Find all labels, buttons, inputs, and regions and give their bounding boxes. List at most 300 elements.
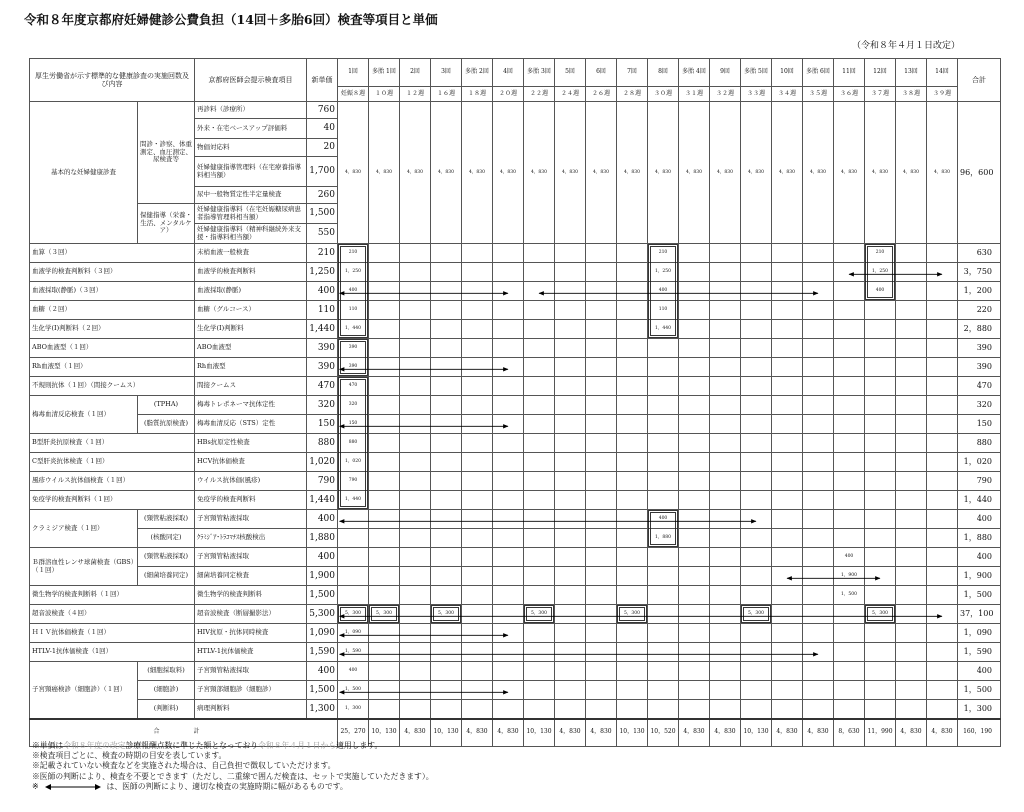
visit-amount xyxy=(710,643,741,662)
visit-amount xyxy=(772,453,803,472)
visit-amount xyxy=(896,415,927,434)
visit-amount xyxy=(431,396,462,415)
visit-amount xyxy=(493,453,524,472)
visit-amount xyxy=(927,434,958,453)
header-visit: 9回 xyxy=(710,59,741,87)
visit-amount xyxy=(400,529,431,548)
visit-amount xyxy=(555,263,586,282)
visit-amount xyxy=(586,529,617,548)
visit-amount xyxy=(710,263,741,282)
visit-amount: 790 xyxy=(338,472,369,491)
visit-amount xyxy=(865,396,896,415)
visit-amount xyxy=(462,681,493,700)
visit-amount xyxy=(803,510,834,529)
visit-amount xyxy=(555,548,586,567)
visit-amount xyxy=(400,301,431,320)
row-total: 390 xyxy=(958,339,1001,358)
kyoto-item: 血液採取(静脈) xyxy=(195,282,307,301)
visit-amount xyxy=(834,434,865,453)
visit-amount: 150 xyxy=(338,415,369,434)
std-subitem: (TPHA) xyxy=(138,396,195,415)
table-row xyxy=(30,339,1001,358)
visit-amount xyxy=(555,320,586,339)
visit-amount: 400 xyxy=(648,282,679,301)
visit-amount xyxy=(803,681,834,700)
visit-amount xyxy=(431,434,462,453)
visit-amount xyxy=(617,244,648,263)
table-row xyxy=(30,624,1001,643)
visit-amount xyxy=(865,548,896,567)
visit-amount xyxy=(803,586,834,605)
visit-amount xyxy=(462,548,493,567)
row-total: 3，750 xyxy=(958,263,1001,282)
visit-amount: 1，300 xyxy=(338,700,369,719)
visit-amount xyxy=(617,624,648,643)
visit-amount xyxy=(803,396,834,415)
visit-amount xyxy=(865,320,896,339)
header-week: ３７週 xyxy=(865,87,896,102)
visit-amount xyxy=(927,586,958,605)
visit-amount xyxy=(710,662,741,681)
visit-amount: 5，300 xyxy=(431,605,462,624)
visit-amount xyxy=(741,263,772,282)
kyoto-item: 梅毒血清反応（STS）定性 xyxy=(195,415,307,434)
visit-amount xyxy=(679,339,710,358)
visit-amount xyxy=(834,377,865,396)
visit-amount xyxy=(555,586,586,605)
kyoto-item: HTLV-1抗体価検査 xyxy=(195,643,307,662)
visit-amount xyxy=(679,434,710,453)
visit-amount xyxy=(555,415,586,434)
visit-amount xyxy=(834,396,865,415)
visit-amount xyxy=(865,700,896,719)
visit-amount xyxy=(772,301,803,320)
visit-amount xyxy=(431,529,462,548)
visit-amount xyxy=(679,548,710,567)
visit-amount xyxy=(648,415,679,434)
visit-amount xyxy=(648,339,679,358)
visit-amount xyxy=(369,586,400,605)
kyoto-item: 超音波検査（断層撮影法） xyxy=(195,605,307,624)
basic-visit-amount: 4，830 xyxy=(648,102,679,244)
header-week: ３９週 xyxy=(927,87,958,102)
visit-amount xyxy=(710,453,741,472)
visit-amount xyxy=(369,472,400,491)
visit-amount: 5，300 xyxy=(369,605,400,624)
visit-amount xyxy=(927,263,958,282)
visit-amount xyxy=(524,529,555,548)
visit-amount xyxy=(927,643,958,662)
visit-amount xyxy=(865,472,896,491)
visit-amount xyxy=(865,491,896,510)
visit-amount: 5，300 xyxy=(741,605,772,624)
visit-amount xyxy=(896,491,927,510)
visit-amount xyxy=(586,662,617,681)
visit-amount xyxy=(896,320,927,339)
visit-amount xyxy=(369,529,400,548)
visit-amount xyxy=(369,320,400,339)
unit-price: 390 xyxy=(307,358,338,377)
visit-amount xyxy=(400,244,431,263)
visit-amount xyxy=(524,415,555,434)
header-visit: 多胎 6回 xyxy=(803,59,834,87)
visit-amount xyxy=(679,567,710,586)
visit-amount xyxy=(555,662,586,681)
visit-amount xyxy=(865,510,896,529)
visit-amount xyxy=(369,301,400,320)
row-total: 220 xyxy=(958,301,1001,320)
std-item: 子宮頸癌検診（細胞診）（１回） xyxy=(30,662,138,719)
visit-amount xyxy=(586,624,617,643)
basic-item-price: 550 xyxy=(307,224,338,244)
visit-amount xyxy=(617,548,648,567)
visit-amount xyxy=(865,586,896,605)
visit-amount xyxy=(896,662,927,681)
visit-amount xyxy=(741,320,772,339)
visit-amount xyxy=(555,643,586,662)
visit-amount xyxy=(524,567,555,586)
visit-amount xyxy=(927,624,958,643)
row-total: 320 xyxy=(958,396,1001,415)
sum-visit: 4，830 xyxy=(586,719,617,747)
table-row xyxy=(30,263,1001,282)
visit-amount xyxy=(586,377,617,396)
visit-amount xyxy=(617,529,648,548)
header-week: １０週 xyxy=(369,87,400,102)
basic-visit-amount: 4，830 xyxy=(462,102,493,244)
visit-amount xyxy=(803,339,834,358)
std-item: C型肝炎抗体検査（１回） xyxy=(30,453,195,472)
basic-visit-amount: 4，830 xyxy=(524,102,555,244)
unit-price: 1,300 xyxy=(307,700,338,719)
visit-amount xyxy=(462,301,493,320)
visit-amount xyxy=(555,624,586,643)
visit-amount xyxy=(741,301,772,320)
table-row xyxy=(30,282,1001,301)
visit-amount xyxy=(927,681,958,700)
std-item: 血算（３回） xyxy=(30,244,195,263)
table-row xyxy=(30,681,1001,700)
visit-amount xyxy=(617,510,648,529)
visit-amount xyxy=(462,415,493,434)
std-item: 血糖（２回） xyxy=(30,301,195,320)
row-total: 1，500 xyxy=(958,681,1001,700)
visit-amount xyxy=(462,643,493,662)
kyoto-item: 免疫学的検査判断料 xyxy=(195,491,307,510)
footnotes xyxy=(32,741,434,792)
sum-visit: 10，130 xyxy=(431,719,462,747)
visit-amount xyxy=(741,700,772,719)
table-row xyxy=(30,301,1001,320)
sum-visit: 4，830 xyxy=(710,719,741,747)
visit-amount xyxy=(493,491,524,510)
row-total: 1，590 xyxy=(958,643,1001,662)
basic-visit-amount: 4，830 xyxy=(772,102,803,244)
visit-amount xyxy=(648,567,679,586)
visit-amount xyxy=(834,510,865,529)
std-subitem: (細胞採取料) xyxy=(138,662,195,681)
visit-amount xyxy=(772,339,803,358)
visit-amount xyxy=(741,548,772,567)
basic-item-name: 尿中一般物質定性半定量検査 xyxy=(195,187,307,204)
visit-amount xyxy=(369,377,400,396)
visit-amount xyxy=(803,700,834,719)
visit-amount: 5，300 xyxy=(338,605,369,624)
visit-amount xyxy=(617,434,648,453)
visit-amount xyxy=(741,453,772,472)
visit-amount xyxy=(927,491,958,510)
visit-amount xyxy=(431,624,462,643)
visit-amount xyxy=(772,491,803,510)
visit-amount xyxy=(400,586,431,605)
visit-amount xyxy=(741,529,772,548)
visit-amount xyxy=(338,548,369,567)
visit-amount xyxy=(555,700,586,719)
visit-amount xyxy=(493,244,524,263)
visit-amount xyxy=(493,282,524,301)
table-row xyxy=(30,548,1001,567)
visit-amount xyxy=(400,282,431,301)
visit-amount xyxy=(679,415,710,434)
visit-amount xyxy=(772,358,803,377)
header-week: ３４週 xyxy=(772,87,803,102)
header-week: ３２週 xyxy=(710,87,741,102)
header-visit: 5回 xyxy=(555,59,586,87)
visit-amount xyxy=(710,700,741,719)
header-week: ３８週 xyxy=(896,87,927,102)
visit-amount xyxy=(896,548,927,567)
std-subitem: (頸管粘液採取) xyxy=(138,510,195,529)
visit-amount xyxy=(369,510,400,529)
visit-amount xyxy=(648,472,679,491)
visit-amount xyxy=(338,586,369,605)
visit-amount xyxy=(617,263,648,282)
visit-amount xyxy=(679,662,710,681)
header-visit: 1回 xyxy=(338,59,369,87)
header-week: ３６週 xyxy=(834,87,865,102)
std-subitem: (判断料) xyxy=(138,700,195,719)
visit-amount xyxy=(462,339,493,358)
visit-amount xyxy=(617,643,648,662)
visit-amount xyxy=(493,605,524,624)
kyoto-item: 生化学(Ⅰ)判断料 xyxy=(195,320,307,339)
visit-amount xyxy=(524,339,555,358)
visit-amount xyxy=(586,244,617,263)
visit-amount xyxy=(803,301,834,320)
visit-amount xyxy=(679,472,710,491)
visit-amount xyxy=(648,662,679,681)
note-5b: は、医師の判断により、適切な検査の実施時期に幅があるものです。 xyxy=(106,781,348,791)
visit-amount xyxy=(834,301,865,320)
visit-amount xyxy=(865,434,896,453)
table-row xyxy=(30,510,1001,529)
visit-amount xyxy=(462,472,493,491)
table-row xyxy=(30,662,1001,681)
visit-amount xyxy=(555,453,586,472)
visit-amount xyxy=(927,320,958,339)
visit-amount xyxy=(369,358,400,377)
visit-amount xyxy=(803,643,834,662)
visit-amount xyxy=(586,586,617,605)
unit-price: 1,440 xyxy=(307,491,338,510)
table-row xyxy=(30,472,1001,491)
visit-amount xyxy=(586,643,617,662)
visit-amount xyxy=(772,586,803,605)
sum-visit: 4，830 xyxy=(927,719,958,747)
std-item: B型肝炎抗原検査（１回） xyxy=(30,434,195,453)
visit-amount xyxy=(400,377,431,396)
visit-amount xyxy=(431,301,462,320)
visit-amount xyxy=(617,320,648,339)
row-total: 880 xyxy=(958,434,1001,453)
visit-amount xyxy=(803,377,834,396)
visit-amount xyxy=(772,605,803,624)
basic-item-name: 妊婦健康指導料（在宅妊娠糖尿病患者指導管理料相当額） xyxy=(195,204,307,224)
std-item: 梅毒血清反応検査（１回） xyxy=(30,396,138,434)
visit-amount xyxy=(865,453,896,472)
kyoto-item: 間接クームス xyxy=(195,377,307,396)
visit-amount xyxy=(865,643,896,662)
note-1c: 診療報酬点数に準じた額となっており xyxy=(125,741,259,750)
std-item: 免疫学的検査判断料（１回） xyxy=(30,491,195,510)
basic-item-name: 物価対応料 xyxy=(195,139,307,157)
visit-amount xyxy=(586,681,617,700)
sum-visit: 10，130 xyxy=(524,719,555,747)
visit-amount xyxy=(617,339,648,358)
row-total: 1，200 xyxy=(958,282,1001,301)
visit-amount xyxy=(524,358,555,377)
visit-amount xyxy=(648,453,679,472)
kyoto-item: HBs抗原定性検査 xyxy=(195,434,307,453)
visit-amount xyxy=(710,586,741,605)
note-1a: ※単価は xyxy=(32,741,64,750)
visit-amount xyxy=(400,320,431,339)
std-item: クラミジア検査（１回） xyxy=(30,510,138,548)
unit-price: 400 xyxy=(307,662,338,681)
header-visit: 多胎 3回 xyxy=(524,59,555,87)
visit-amount xyxy=(710,548,741,567)
unit-price: 400 xyxy=(307,510,338,529)
visit-amount xyxy=(493,263,524,282)
sum-visit: 11，990 xyxy=(865,719,896,747)
visit-amount xyxy=(462,529,493,548)
sum-visit: 4，830 xyxy=(400,719,431,747)
note-1b: 令和８年度の改定 xyxy=(63,741,126,750)
visit-amount xyxy=(927,605,958,624)
visit-amount xyxy=(648,548,679,567)
visit-amount: 1，250 xyxy=(865,263,896,282)
visit-amount xyxy=(431,320,462,339)
visit-amount xyxy=(803,567,834,586)
visit-amount xyxy=(741,377,772,396)
visit-amount xyxy=(710,358,741,377)
visit-amount: 1，900 xyxy=(834,567,865,586)
visit-amount xyxy=(400,472,431,491)
visit-amount xyxy=(586,510,617,529)
table-row xyxy=(30,643,1001,662)
visit-amount: 5，300 xyxy=(865,605,896,624)
visit-amount xyxy=(462,605,493,624)
unit-price: 1,500 xyxy=(307,681,338,700)
visit-amount xyxy=(369,567,400,586)
visit-amount xyxy=(896,263,927,282)
visit-amount xyxy=(927,396,958,415)
visit-amount xyxy=(524,681,555,700)
row-total: 470 xyxy=(958,377,1001,396)
visit-amount xyxy=(586,415,617,434)
unit-price: 320 xyxy=(307,396,338,415)
visit-amount: 390 xyxy=(338,339,369,358)
visit-amount xyxy=(493,320,524,339)
std-item: 不規則抗体（１回）（間接クームス） xyxy=(30,377,195,396)
visit-amount xyxy=(555,605,586,624)
visit-amount xyxy=(710,510,741,529)
visit-amount xyxy=(710,339,741,358)
visit-amount xyxy=(741,415,772,434)
basic-item-price: 1,500 xyxy=(307,204,338,224)
header-visit: 3回 xyxy=(431,59,462,87)
visit-amount xyxy=(803,282,834,301)
basic-visit-amount: 4，830 xyxy=(493,102,524,244)
visit-amount xyxy=(741,491,772,510)
visit-amount xyxy=(896,681,927,700)
row-total: 400 xyxy=(958,662,1001,681)
visit-amount xyxy=(524,510,555,529)
visit-amount xyxy=(493,643,524,662)
basic-item-name: 妊婦健康指導料（精神科継続外来支援・指導料相当額） xyxy=(195,224,307,244)
basic-visit-amount: 4，830 xyxy=(927,102,958,244)
header-week: 妊娠８週 xyxy=(338,87,369,102)
visit-amount xyxy=(710,567,741,586)
kyoto-item: 細菌培養同定検査 xyxy=(195,567,307,586)
visit-amount xyxy=(710,415,741,434)
visit-amount xyxy=(834,415,865,434)
visit-amount xyxy=(400,548,431,567)
visit-amount xyxy=(927,529,958,548)
visit-amount xyxy=(462,358,493,377)
visit-amount xyxy=(462,567,493,586)
visit-amount xyxy=(927,548,958,567)
visit-amount xyxy=(462,453,493,472)
basic-total: 96，600 xyxy=(958,102,1001,244)
visit-amount xyxy=(896,453,927,472)
unit-price: 400 xyxy=(307,282,338,301)
basic-item-name: 再診料（診療所） xyxy=(195,102,307,119)
visit-amount: 390 xyxy=(338,358,369,377)
visit-amount: 1，590 xyxy=(338,643,369,662)
visit-amount xyxy=(462,624,493,643)
visit-amount xyxy=(462,282,493,301)
visit-amount xyxy=(865,358,896,377)
visit-amount xyxy=(617,396,648,415)
kyoto-item: ｸﾗﾐｼﾞｱ･ﾄﾗｺﾏﾁｽ核酸検出 xyxy=(195,529,307,548)
visit-amount: 880 xyxy=(338,434,369,453)
visit-amount xyxy=(648,377,679,396)
kyoto-item: 梅毒トレポネーマ抗体定性 xyxy=(195,396,307,415)
basic-item-name: 妊婦健康指導管理料（在宅療養指導料相当額） xyxy=(195,157,307,187)
visit-amount xyxy=(555,510,586,529)
visit-amount xyxy=(369,415,400,434)
visit-amount xyxy=(524,624,555,643)
visit-amount xyxy=(617,681,648,700)
visit-amount xyxy=(431,662,462,681)
visit-amount xyxy=(617,567,648,586)
visit-amount xyxy=(679,681,710,700)
visit-amount xyxy=(865,377,896,396)
kyoto-item: HCV抗体価検査 xyxy=(195,453,307,472)
visit-amount xyxy=(803,548,834,567)
visit-amount xyxy=(741,586,772,605)
